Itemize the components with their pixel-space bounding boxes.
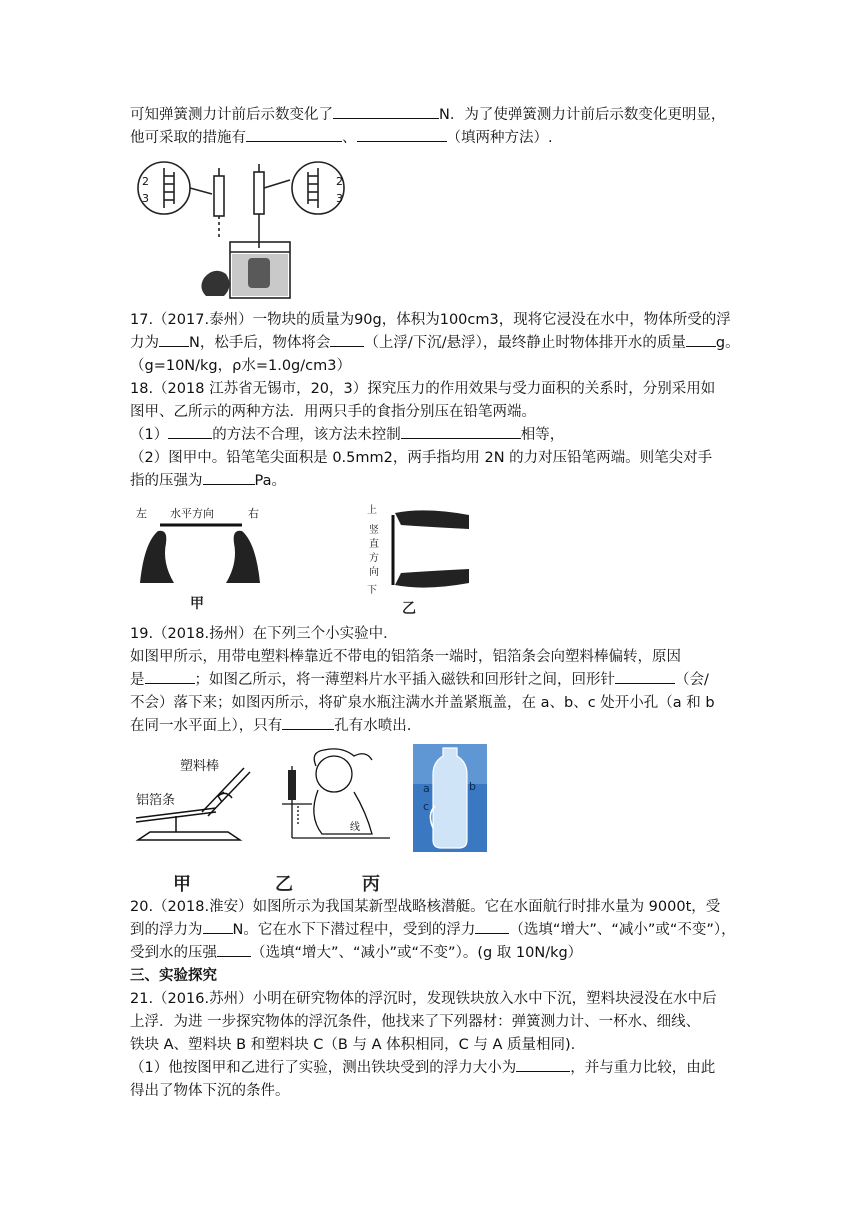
text: N．为了使弹簧测力计前后示数变化更明显， [439, 107, 726, 123]
q18-line-4: （2）图甲中。铅笔笔尖面积是 0.5mm2，两手指均用 2N 的力对压铅笔两端。则笔尖对手 [130, 450, 713, 466]
answer-blank[interactable] [401, 424, 521, 439]
q19-line-3 [130, 669, 709, 691]
section-title: 三、实验探究 [130, 968, 217, 984]
text: （上浮/下沉/悬浮），最终静止时物体排开水的质量 [364, 335, 686, 351]
text: Pa。 [254, 473, 286, 489]
pencil-horizontal-figure [130, 503, 270, 585]
figure-caption-jia: 甲 [173, 874, 191, 895]
answer-blank[interactable] [159, 332, 189, 347]
svg-text:方: 方 [369, 553, 379, 564]
scale-digit: 2 [336, 175, 343, 188]
q18-line-1: 18.（2018 江苏省无锡市，20，3）探究压力的作用效果与受力面积的关系时，分别采用如 [130, 381, 716, 397]
q16-line-1 [130, 104, 725, 126]
text: 的方法不合理，该方法未控制 [212, 427, 401, 443]
q18-line-3 [130, 424, 564, 446]
text: （选填“增大”、“减小”或“不变”）， [509, 922, 736, 938]
spring-scale-figure [130, 158, 355, 303]
answer-blank[interactable] [615, 669, 675, 684]
answer-blank[interactable] [168, 424, 212, 439]
text: N，松手后，物体将会 [189, 335, 331, 351]
text: （1） [130, 427, 169, 443]
magnet-paperclip-figure [262, 746, 397, 846]
q18-line-5 [130, 470, 286, 492]
answer-blank[interactable] [686, 332, 716, 347]
answer-blank[interactable] [246, 127, 342, 142]
text: 孔有水喷出. [334, 718, 412, 734]
text: 、 [342, 130, 357, 146]
text: 是 [130, 672, 145, 688]
answer-blank[interactable] [203, 919, 233, 934]
svg-text:竖: 竖 [369, 525, 379, 536]
q17-line-1: 17.（2017.泰州）一物块的质量为90g，体积为100cm3，现将它浸没在水中，物体所受的浮 [130, 312, 731, 328]
label-vertical [369, 523, 379, 578]
label-thread: 线 [350, 822, 360, 833]
answer-blank[interactable] [330, 332, 364, 347]
q17-line-3: （g=10N/kg，ρ水=1.0g/cm3） [130, 358, 351, 374]
text: ；如图乙所示，将一薄塑料片水平插入磁铁和回形针之间，回形针 [194, 672, 615, 688]
q19-line-2: 如图甲所示，用带电塑料棒靠近不带电的铝箔条一端时，铝箔条会向塑料棒偏转，原因 [130, 649, 681, 665]
text: 受到水的压强 [130, 945, 217, 961]
scale-digit: 3 [142, 192, 149, 205]
answer-blank[interactable] [282, 715, 334, 730]
hole-a-label: a [423, 782, 430, 795]
q19-line-4: 不会）落下来；如图丙所示，将矿泉水瓶注满水并盖紧瓶盖，在 a、b、c 处开小孔（a 和 b [130, 695, 715, 711]
answer-blank[interactable] [333, 104, 439, 119]
label-up: 上 [367, 505, 377, 516]
answer-blank[interactable] [357, 127, 447, 142]
text: N。它在水下下潜过程中，受到的浮力 [232, 922, 476, 938]
text: 可知弹簧测力计前后示数变化了 [130, 107, 333, 123]
q20-line-1: 20.（2018.淮安）如图所示为我国某新型战略核潜艇。它在水面航行时排水量为 9000t，受 [130, 899, 721, 915]
text: （1）他按图甲和乙进行了实验，测出铁块受到的浮力大小为 [130, 1060, 517, 1076]
text: （选填“增大”、“减小”或“不变”）。(g 取 10N/kg） [251, 945, 583, 961]
answer-blank[interactable] [516, 1057, 570, 1072]
label-plastic-rod: 塑料棒 [180, 759, 220, 774]
text: 相等， [520, 427, 565, 443]
q20-line-2 [130, 919, 736, 941]
hole-b-label: b [469, 780, 476, 793]
svg-text:直: 直 [369, 539, 379, 550]
text: g。 [715, 335, 740, 351]
text: ，并与重力比较，由此 [570, 1060, 716, 1076]
figure-caption-bing: 丙 [362, 874, 380, 895]
q20-line-3 [130, 942, 582, 964]
text: 到的浮力为 [130, 922, 203, 938]
text: （会/ [675, 672, 709, 688]
text: 指的压强为 [130, 473, 203, 489]
pencil-vertical-figure [365, 503, 475, 595]
answer-blank[interactable] [145, 669, 195, 684]
figure-caption-yi: 乙 [275, 874, 293, 895]
label-horizontal: 水平方向 [170, 507, 214, 520]
answer-blank[interactable] [475, 919, 509, 934]
q21-line-5: 得出了物体下沉的条件。 [130, 1083, 290, 1099]
q21-line-2: 上浮．为进 一步探究物体的浮沉条件，他找来了下列器材：弹簧测力计、一杯水、细线、 [130, 1014, 701, 1030]
q21-line-3: 铁块 A、塑料块 B 和塑料块 C（B 与 A 体积相同，C 与 A 质量相同). [130, 1037, 576, 1053]
label-left: 左 [136, 507, 147, 520]
svg-text:向: 向 [369, 567, 379, 578]
figure-caption-jia: 甲 [190, 596, 204, 612]
label-right: 右 [248, 507, 259, 520]
label-down: 下 [367, 585, 377, 595]
q18-line-2: 图甲、乙所示的两种方法．用两只手的食指分别压在铅笔两端。 [130, 404, 536, 420]
text: 在同一水平面上），只有 [130, 718, 283, 734]
text: （填两种方法）. [446, 130, 553, 146]
scale-digit: 3 [336, 192, 343, 205]
hole-c-label: c [423, 800, 430, 813]
q19-line-1: 19.（2018.扬州）在下列三个小实验中． [130, 626, 398, 642]
plastic-rod-foil-figure [132, 752, 252, 844]
text: 他可采取的措施有 [130, 130, 246, 146]
water-bottle-figure [413, 744, 487, 852]
q16-line-2 [130, 127, 553, 149]
q17-line-2 [130, 332, 740, 354]
q21-line-1: 21.（2016.苏州）小明在研究物体的浮沉时，发现铁块放入水中下沉，塑料块浸没在水中后 [130, 991, 717, 1007]
answer-blank[interactable] [203, 470, 255, 485]
q19-line-5 [130, 715, 411, 737]
scale-digit: 2 [142, 175, 149, 188]
q21-line-4 [130, 1057, 715, 1079]
text: 力为 [130, 335, 159, 351]
label-foil: 铝箔条 [136, 793, 176, 808]
answer-blank[interactable] [217, 942, 251, 957]
figure-caption-yi: 乙 [402, 601, 416, 617]
